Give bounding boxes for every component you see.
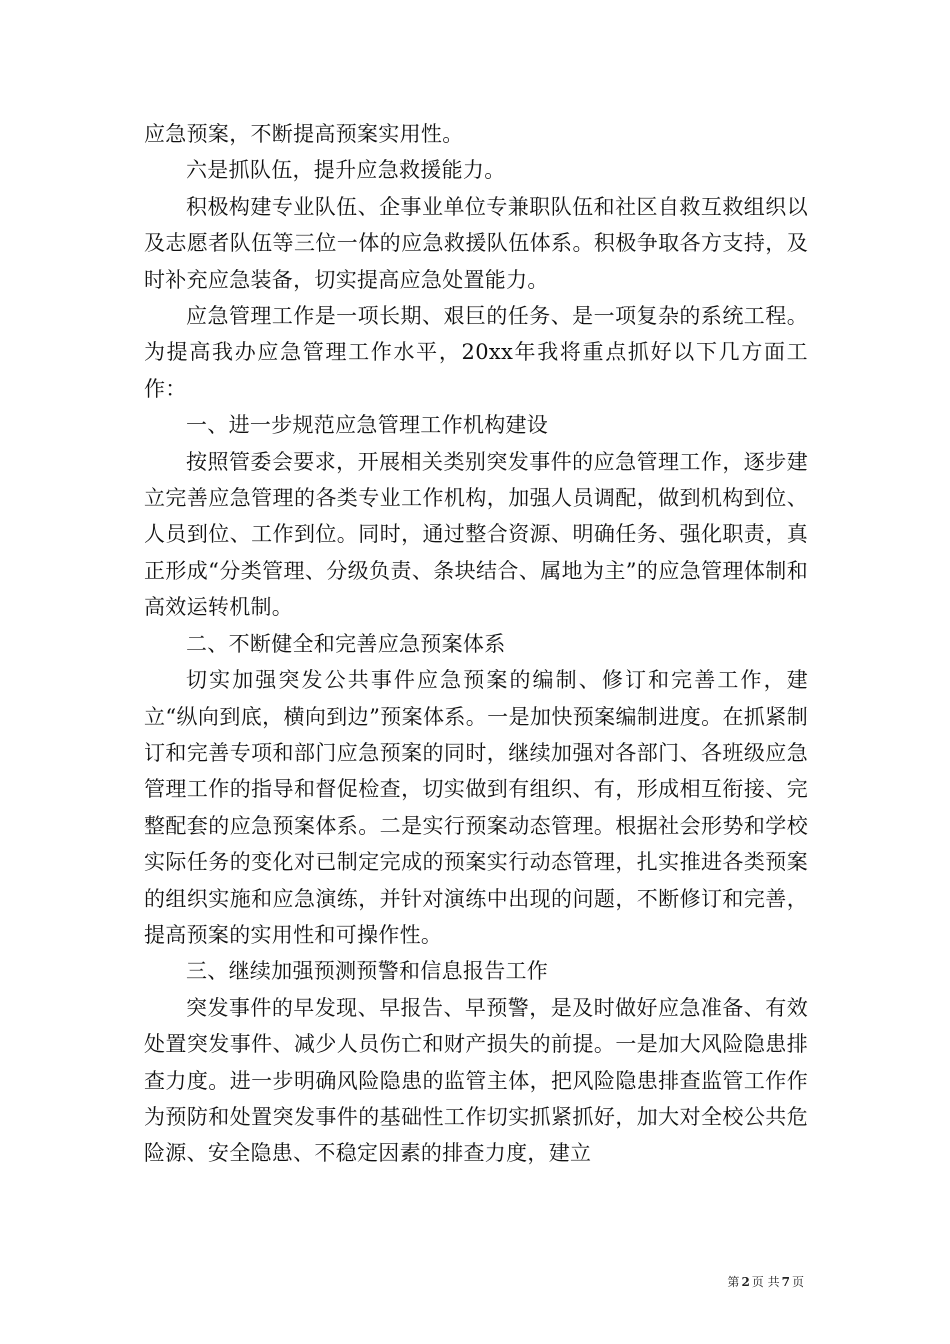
page-footer: [727, 1274, 804, 1290]
section-heading: 二、不断健全和完善应急预案体系: [186, 631, 506, 656]
section-heading: 三、继续加强预测预警和信息报告工作: [186, 959, 549, 984]
document-body: [144, 116, 808, 1172]
paragraph: 突发事件的早发现、早报告、早预警，是及时做好应急准备、有效处置突发事件、减少人员伤亡和财产损失的前提。一是加大风险隐患排查力度。进一步明确风险隐患的监管主体，把风险隐患排查监管工作作为预防和处置突发事件的基础性工作切实抓紧抓好，加大对全校公共危险源、安全隐患、不稳定因素的排查力度，建立: [144, 995, 808, 1166]
current-page-number: 2: [741, 1275, 750, 1289]
footer-middle: 页 共: [751, 1275, 780, 1289]
paragraph: 按照管委会要求，开展相关类别突发事件的应急管理工作，逐步建立完善应急管理的各类专业工作机构，加强人员调配，做到机构到位、人员到位、工作到位。同时，通过整合资源、明确任务、强化职责，真正形成“分类管理、分级负责、条块结合、属地为主”的应急管理体制和高效运转机制。: [144, 449, 808, 620]
footer-prefix: 第: [727, 1275, 740, 1289]
paragraph: 应急管理工作是一项长期、艰巨的任务、是一项复杂的系统工程。为提高我办应急管理工作水平，20xx年我将重点抓好以下几方面工作：: [144, 304, 808, 401]
paragraph: 六是抓队伍，提升应急救援能力。: [186, 158, 506, 183]
paragraph: 应急预案，不断提高预案实用性。: [144, 122, 464, 146]
section-heading: 一、进一步规范应急管理工作机构建设: [186, 413, 549, 438]
total-page-count: 7: [781, 1275, 790, 1289]
paragraph: 切实加强突发公共事件应急预案的编制、修订和完善工作，建立“纵向到底，横向到边”预案体系。一是加快预案编制进度。在抓紧制订和完善专项和部门应急预案的同时，继续加强对各部门、各班级应急管理工作的指导和督促检查，切实做到有组织、有，形成相互衔接、完整配套的应急预案体系。二是实行预案动态管理。根据社会形势和学校实际任务的变化对已制定完成的预案实行动态管理，扎实推进各类预案的组织实施和应急演练，并针对演练中出现的问题，不断修订和完善，提高预案的实用性和可操作性。: [144, 668, 808, 947]
footer-suffix: 页: [791, 1275, 804, 1289]
paragraph: 积极构建专业队伍、企事业单位专兼职队伍和社区自救互救组织以及志愿者队伍等三位一体的应急救援队伍体系。积极争取各方支持，及时补充应急装备，切实提高应急处置能力。: [144, 194, 808, 292]
